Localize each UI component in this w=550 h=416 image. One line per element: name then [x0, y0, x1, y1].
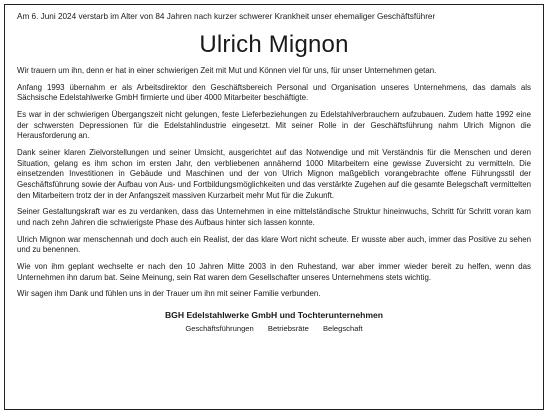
signatory-role: Geschäftsführungen: [185, 324, 254, 333]
deceased-name: Ulrich Mignon: [199, 31, 349, 58]
paragraph: Anfang 1993 übernahm er als Arbeitsdirektor den Geschäftsbereich Personal und Organisation unseres Unternehmens, das damals als Sächsische Edelstahlwerke GmbH firmierte und über 4000 Mitarbeiter beschäftigte.: [17, 82, 531, 103]
signatory-role: Belegschaft: [322, 324, 363, 333]
signature-block: [17, 309, 531, 334]
paragraph: Es war in der schwierigen Übergangszeit nicht gelungen, feste Lieferbeziehungen zu Edelstahlverbrauchern aufzubauen. Zudem hatte 1992 eine der schwersten Depressionen für die Edelstahlindustrie eingesetzt. Mit seiner Rolle in der Geschäftsführung nahm Ulrich Mignon die Herausforderung an.: [17, 110, 531, 141]
paragraph: Seiner Gestaltungskraft war es zu verdanken, dass das Unternehmen in eine mittelständische Struktur hineinwuchs, Schritt für Schritt voran kam und nach zehn Jahren die schwierigste Phase des Aufbaus hinter sich lassen konnte.: [17, 207, 531, 227]
company-name: BGH Edelstahlwerke GmbH und Tochterunternehmen: [164, 310, 384, 320]
signature-roles: [17, 323, 531, 334]
obituary-notice: [4, 4, 544, 410]
paragraph: Wir trauern um ihn, denn er hat in einer schwierigen Zeit mit Mut und Können viel für uns, für unser Unternehmen getan.: [17, 66, 437, 75]
paragraph: Ulrich Mignon war menschennah und doch auch ein Realist, der das klare Wort nicht scheute. Er wusste aber auch, immer das Positive zu sehen und zu benennen.: [17, 234, 531, 255]
intro-line: Am 6. Juni 2024 verstarb im Alter von 84 Jahren nach kurzer schwerer Krankheit unser ehemaliger Geschäftsführer: [17, 12, 436, 21]
paragraph: Wie von ihm geplant wechselte er nach den 10 Jahren Mitte 2003 in den Ruhestand, war aber immer wieder bereit zu helfen, wenn das Unternehmen ihn darum bat. Seine Meinung, sein Rat waren dem Gesellschafter unseres Unternehmens stets wichtig.: [17, 262, 531, 282]
obituary-body: [17, 66, 531, 300]
paragraph: Dank seiner klaren Zielvorstellungen und seiner Umsicht, ausgerichtet auf das Notwendige und mit Verständnis für die Menschen und deren Situation, gelang es ihm schon im ersten Jahr, den verbliebenen annähernd 1000 Mitarbeitern eine gewisse Zuversicht zu vermitteln. Die einsetzenden Investitionen in Gebäude und Maschinen und der von Ulrich Mignon maßgeblich vorangebrachte offene Führungsstil der Geschäftsführung sowie der Aufbau von Aus- und Fortbildungsmöglichkeiten und das verstärkte Zugehen auf die gesamte Belegschaft vermittelten den Mitarbeitern trotz der in der Anfangszeit massiven Kurzarbeit mehr Mut für die Zukunft.: [17, 148, 531, 200]
signatory-role: Betriebsräte: [267, 324, 309, 333]
paragraph: Wir sagen ihm Dank und fühlen uns in der Trauer um ihn mit seiner Familie verbunden.: [17, 289, 321, 299]
